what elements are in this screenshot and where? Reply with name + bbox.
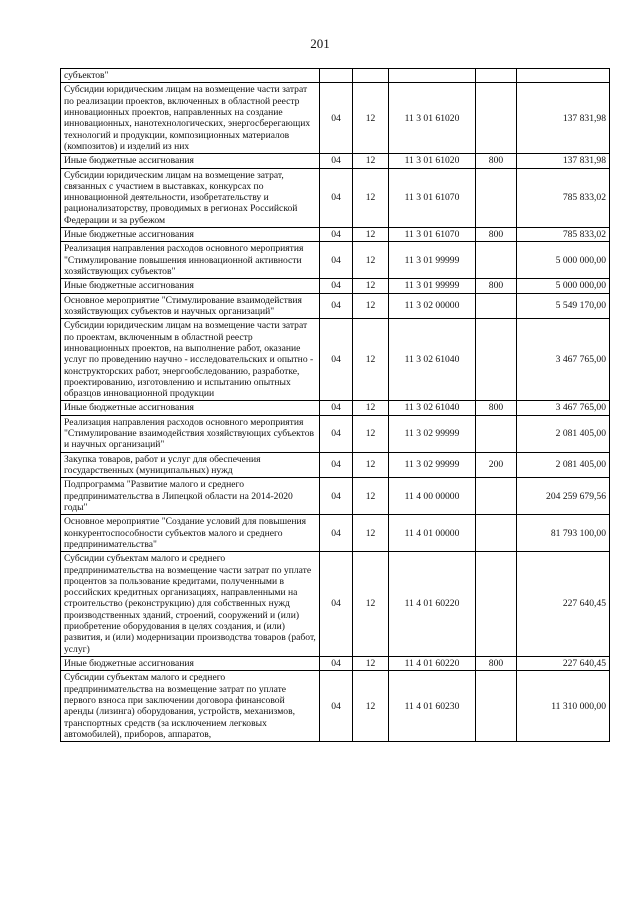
table-row (61, 279, 610, 293)
amount-cell: 5 000 000,00 (517, 279, 610, 293)
table-row (61, 154, 610, 168)
subsection-code-cell: 12 (353, 657, 389, 671)
amount-cell: 227 640,45 (517, 657, 610, 671)
row-name-cell: Закупка товаров, работ и услуг для обеспечения государственных (муниципальных) нужд (61, 452, 320, 478)
table-row (61, 242, 610, 279)
target-article-cell: 11 3 01 61020 (389, 154, 476, 168)
target-article-cell: 11 3 02 99999 (389, 415, 476, 452)
section-code-cell (320, 69, 353, 83)
amount-cell: 5 000 000,00 (517, 242, 610, 279)
expense-type-cell (476, 242, 517, 279)
section-code-cell: 04 (320, 293, 353, 319)
amount-cell: 3 467 765,00 (517, 319, 610, 401)
target-article-cell: 11 4 01 00000 (389, 515, 476, 552)
subsection-code-cell: 12 (353, 671, 389, 742)
row-name-cell: Субсидии юридическим лицам на возмещение части затрат по реализации проектов, включенных в областной реестр инновационных проектов, направленных на создание инновационных, нанотехнологических, энергосберегающих технологий и продукции, композиционных материалов (композитов) и изделий из них (61, 83, 320, 154)
expense-type-cell: 800 (476, 279, 517, 293)
row-name-cell: Иные бюджетные ассигнования (61, 154, 320, 168)
amount-cell: 2 081 405,00 (517, 452, 610, 478)
target-article-cell: 11 4 00 00000 (389, 478, 476, 515)
section-code-cell: 04 (320, 83, 353, 154)
section-code-cell: 04 (320, 228, 353, 242)
expense-type-cell (476, 293, 517, 319)
expense-type-cell (476, 69, 517, 83)
row-name-cell: Субсидии юридическим лицам на возмещение затрат, связанных с участием в выставках, конкурсах по инновационной деятельности, изобретательству и рационализаторству, проводимых в регионах Российской Федерации и за рубежом (61, 168, 320, 228)
amount-cell: 2 081 405,00 (517, 415, 610, 452)
section-code-cell: 04 (320, 552, 353, 657)
row-name-cell: Иные бюджетные ассигнования (61, 401, 320, 415)
table-row (61, 228, 610, 242)
target-article-cell: 11 3 01 99999 (389, 279, 476, 293)
section-code-cell: 04 (320, 154, 353, 168)
amount-cell: 785 833,02 (517, 168, 610, 228)
expense-type-cell (476, 515, 517, 552)
budget-table (60, 68, 610, 742)
section-code-cell: 04 (320, 168, 353, 228)
page-number: 201 (310, 36, 330, 51)
amount-cell: 137 831,98 (517, 83, 610, 154)
subsection-code-cell: 12 (353, 401, 389, 415)
section-code-cell: 04 (320, 478, 353, 515)
row-name-cell: Основное мероприятие "Стимулирование взаимодействия хозяйствующих субъектов и научных организаций" (61, 293, 320, 319)
expense-type-cell (476, 671, 517, 742)
subsection-code-cell (353, 69, 389, 83)
row-name-cell: Реализация направления расходов основного мероприятия "Стимулирование взаимодействия хозяйствующих субъектов и научных организаций" (61, 415, 320, 452)
amount-cell: 81 793 100,00 (517, 515, 610, 552)
table-row (61, 319, 610, 401)
expense-type-cell (476, 415, 517, 452)
section-code-cell: 04 (320, 657, 353, 671)
section-code-cell: 04 (320, 279, 353, 293)
expense-type-cell: 800 (476, 401, 517, 415)
table-row (61, 552, 610, 657)
target-article-cell: 11 3 02 99999 (389, 452, 476, 478)
subsection-code-cell: 12 (353, 242, 389, 279)
subsection-code-cell: 12 (353, 228, 389, 242)
table-row (61, 83, 610, 154)
target-article-cell: 11 3 01 61020 (389, 83, 476, 154)
amount-cell: 785 833,02 (517, 228, 610, 242)
section-code-cell: 04 (320, 415, 353, 452)
table-row (61, 671, 610, 742)
expense-type-cell (476, 168, 517, 228)
row-name-cell: Иные бюджетные ассигнования (61, 228, 320, 242)
row-name-cell: Реализация направления расходов основного мероприятия "Стимулирование повышения инновационной активности хозяйствующих субъектов" (61, 242, 320, 279)
amount-cell: 5 549 170,00 (517, 293, 610, 319)
table-row (61, 293, 610, 319)
target-article-cell (389, 69, 476, 83)
section-code-cell: 04 (320, 452, 353, 478)
row-name-cell: Подпрограмма "Развитие малого и среднего предпринимательства в Липецкой области на 2014-2020 годы" (61, 478, 320, 515)
amount-cell: 3 467 765,00 (517, 401, 610, 415)
target-article-cell: 11 3 01 99999 (389, 242, 476, 279)
subsection-code-cell: 12 (353, 293, 389, 319)
expense-type-cell: 800 (476, 657, 517, 671)
row-name-cell: Субсидии субъектам малого и среднего предпринимательства на возмещение части затрат по уплате процентов за пользование кредитами, полученными в российских кредитных организациях, направленными на строительство (реконструкцию) для собственных нужд производственных зданий, строений, сооружений и (или) приобретение оборудования в целях создания, и (или) развития, и (или) модернизации производства товаров (работ, услуг) (61, 552, 320, 657)
section-code-cell: 04 (320, 401, 353, 415)
subsection-code-cell: 12 (353, 279, 389, 293)
table-row (61, 478, 610, 515)
row-name-cell: Субсидии субъектам малого и среднего предпринимательства на возмещение затрат по уплате первого взноса при заключении договора финансовой аренды (лизинга) оборудования, устройств, механизмов, транспортных средств (за исключением легковых автомобилей), приборов, аппаратов, (61, 671, 320, 742)
target-article-cell: 11 3 01 61070 (389, 228, 476, 242)
row-name-cell: субъектов" (61, 69, 320, 83)
expense-type-cell (476, 83, 517, 154)
section-code-cell: 04 (320, 515, 353, 552)
subsection-code-cell: 12 (353, 515, 389, 552)
target-article-cell: 11 3 02 61040 (389, 319, 476, 401)
target-article-cell: 11 4 01 60220 (389, 657, 476, 671)
amount-cell: 11 310 000,00 (517, 671, 610, 742)
subsection-code-cell: 12 (353, 415, 389, 452)
table-row (61, 452, 610, 478)
row-name-cell: Субсидии юридическим лицам на возмещение части затрат по проектам, включенным в областной реестр инновационных проектов, на выполнение работ, оказание услуг по проведению научно - исследовательских и опытно - конструкторских работ, энергообследованию, разработке, проектированию, изготовлению и испытанию опытных образцов инновационной продукции (61, 319, 320, 401)
amount-cell: 227 640,45 (517, 552, 610, 657)
target-article-cell: 11 3 01 61070 (389, 168, 476, 228)
row-name-cell: Иные бюджетные ассигнования (61, 279, 320, 293)
subsection-code-cell: 12 (353, 478, 389, 515)
subsection-code-cell: 12 (353, 83, 389, 154)
table-row (61, 168, 610, 228)
section-code-cell: 04 (320, 671, 353, 742)
subsection-code-cell: 12 (353, 452, 389, 478)
table-row (61, 69, 610, 83)
section-code-cell: 04 (320, 242, 353, 279)
table-row (61, 657, 610, 671)
row-name-cell: Иные бюджетные ассигнования (61, 657, 320, 671)
amount-cell: 137 831,98 (517, 154, 610, 168)
table-row (61, 415, 610, 452)
subsection-code-cell: 12 (353, 552, 389, 657)
row-name-cell: Основное мероприятие "Создание условий для повышения конкурентоспособности субъектов малого и среднего предпринимательства" (61, 515, 320, 552)
subsection-code-cell: 12 (353, 319, 389, 401)
expense-type-cell: 800 (476, 228, 517, 242)
expense-type-cell (476, 319, 517, 401)
table-row (61, 515, 610, 552)
expense-type-cell: 800 (476, 154, 517, 168)
target-article-cell: 11 4 01 60220 (389, 552, 476, 657)
table-row (61, 401, 610, 415)
target-article-cell: 11 4 01 60230 (389, 671, 476, 742)
amount-cell (517, 69, 610, 83)
subsection-code-cell: 12 (353, 154, 389, 168)
subsection-code-cell: 12 (353, 168, 389, 228)
amount-cell: 204 259 679,56 (517, 478, 610, 515)
expense-type-cell (476, 552, 517, 657)
section-code-cell: 04 (320, 319, 353, 401)
target-article-cell: 11 3 02 61040 (389, 401, 476, 415)
target-article-cell: 11 3 02 00000 (389, 293, 476, 319)
expense-type-cell: 200 (476, 452, 517, 478)
expense-type-cell (476, 478, 517, 515)
